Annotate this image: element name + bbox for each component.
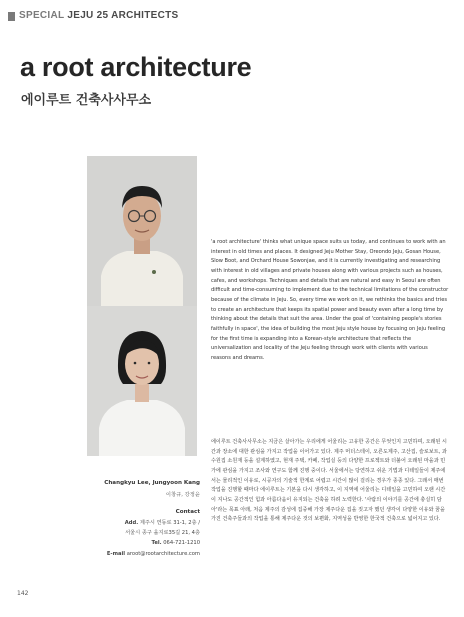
contact-email [107, 551, 200, 557]
tel-label: Tel. [151, 540, 162, 546]
page-number: 142 [17, 590, 29, 597]
article-subtitle: 에이루트 건축사사무소 [21, 93, 152, 108]
tel-value: 064-721-1210 [163, 540, 200, 546]
contact-heading: Contact [175, 509, 200, 515]
address-value-2: 서울시 종구 을지로35길 21, 4층 [125, 530, 200, 536]
contact-address-line1 [125, 519, 200, 526]
email-value: aroot@rootarchitecture.com [126, 551, 200, 557]
email-label: E-mail [106, 551, 126, 557]
section-marker [8, 12, 15, 21]
address-label: Add. [124, 520, 139, 526]
section-title: JEJU 25 ARCHITECTS [67, 10, 179, 21]
architect-names-korean: 이창규, 강정윤 [165, 492, 200, 498]
contact-tel [151, 540, 200, 546]
article-title: a root architecture [20, 52, 252, 82]
architect-names-english: Changkyu Lee, Jungyoon Kang [104, 480, 200, 486]
address-value-1: 제주시 연동로 31-1, 2층 / [139, 520, 200, 526]
contact-address-line2 [125, 529, 200, 536]
portrait-photo-woman [87, 306, 197, 456]
body-text-korean [211, 438, 449, 525]
body-text-english [211, 238, 449, 364]
portrait-photo-man [87, 156, 197, 306]
body-paragraph-korean: 에이루트 건축사사무소는 지금은 살아가는 우리에게 어울리는 고유한 공간은 무엇인지 고민하며, 오래된 시간과 장소에 대한 관심을 가지고 작업을 이어가고 있다. 제주 머더스테이, 오른도제주, 고산집, 슬로보트, 과수원집 소원재 등을 설계하였고, 현재 주택, 카페, 작업실 등의 다양한 프로젝트와 더불어 오래된 마을과 민가에 관심을 가지고 조사와 연구도 함께 진행 중이다. 서울에서는 당연하고 쉬운 기법과 디테일들이 제주에서는 물리적인 이유로, 시공자의 기술적 한계로 어렵고 시간이 많이 걸리는 경우가 종종 있다. 그래서 매번 작업을 진행할 때마다 에이루트는 기본을 다시 생각하고, 이 지역에 어울리는 디테일을 고민하여 오랜 시간이 지나도 공간적인 힘과 아름다움이 유지되는 건축을 하려 노력한다. '사람의 이야기를 공간에 충실히 담아'라는 목표 아래, 처음 제주의 감성에 집중해 가장 제주다운 집을 짓고자 했던 생각이 다양한 이유와 꿈을 가진 건축주들과의 작업을 통해 제주다운 것의 보편화, 지역성을 반영한 한국적 건축으로 넓어지고 있다. [211, 439, 447, 523]
section-header [19, 10, 179, 21]
section-special: SPECIAL [19, 10, 65, 21]
body-paragraph: 'a root architecture' thinks what unique space suits us today, and continues to work with an interest in old times and places. It designed Jeju Mother Stay, Oreondo Jeju, Gosan House, Slow Boot, and Orchard House Sowonjae, and it is currently investigating and researching with interest in old villages and private houses along with various projects such as houses, cafes, and workshops. Techniques and details that are natural and easy in Seoul are often difficult and time-consuming to implement due to the technical limitations of the constructor because of the climate in Jeju. So, every time we work on it, we rethinks the basics and tries to create an architecture that keeps its spatial power and beauty even after a long time by thinking about the details that suit the area. Under the goal of 'containing people's stories faithfully in space', the idea of building the most Jeju style house by focusing on Jeju feeling for the first time is expanding into a Korean-style architecture that reflects the universalization and locality of the Jeju feeling through work with clients with various reasons and dreams. [211, 239, 449, 361]
